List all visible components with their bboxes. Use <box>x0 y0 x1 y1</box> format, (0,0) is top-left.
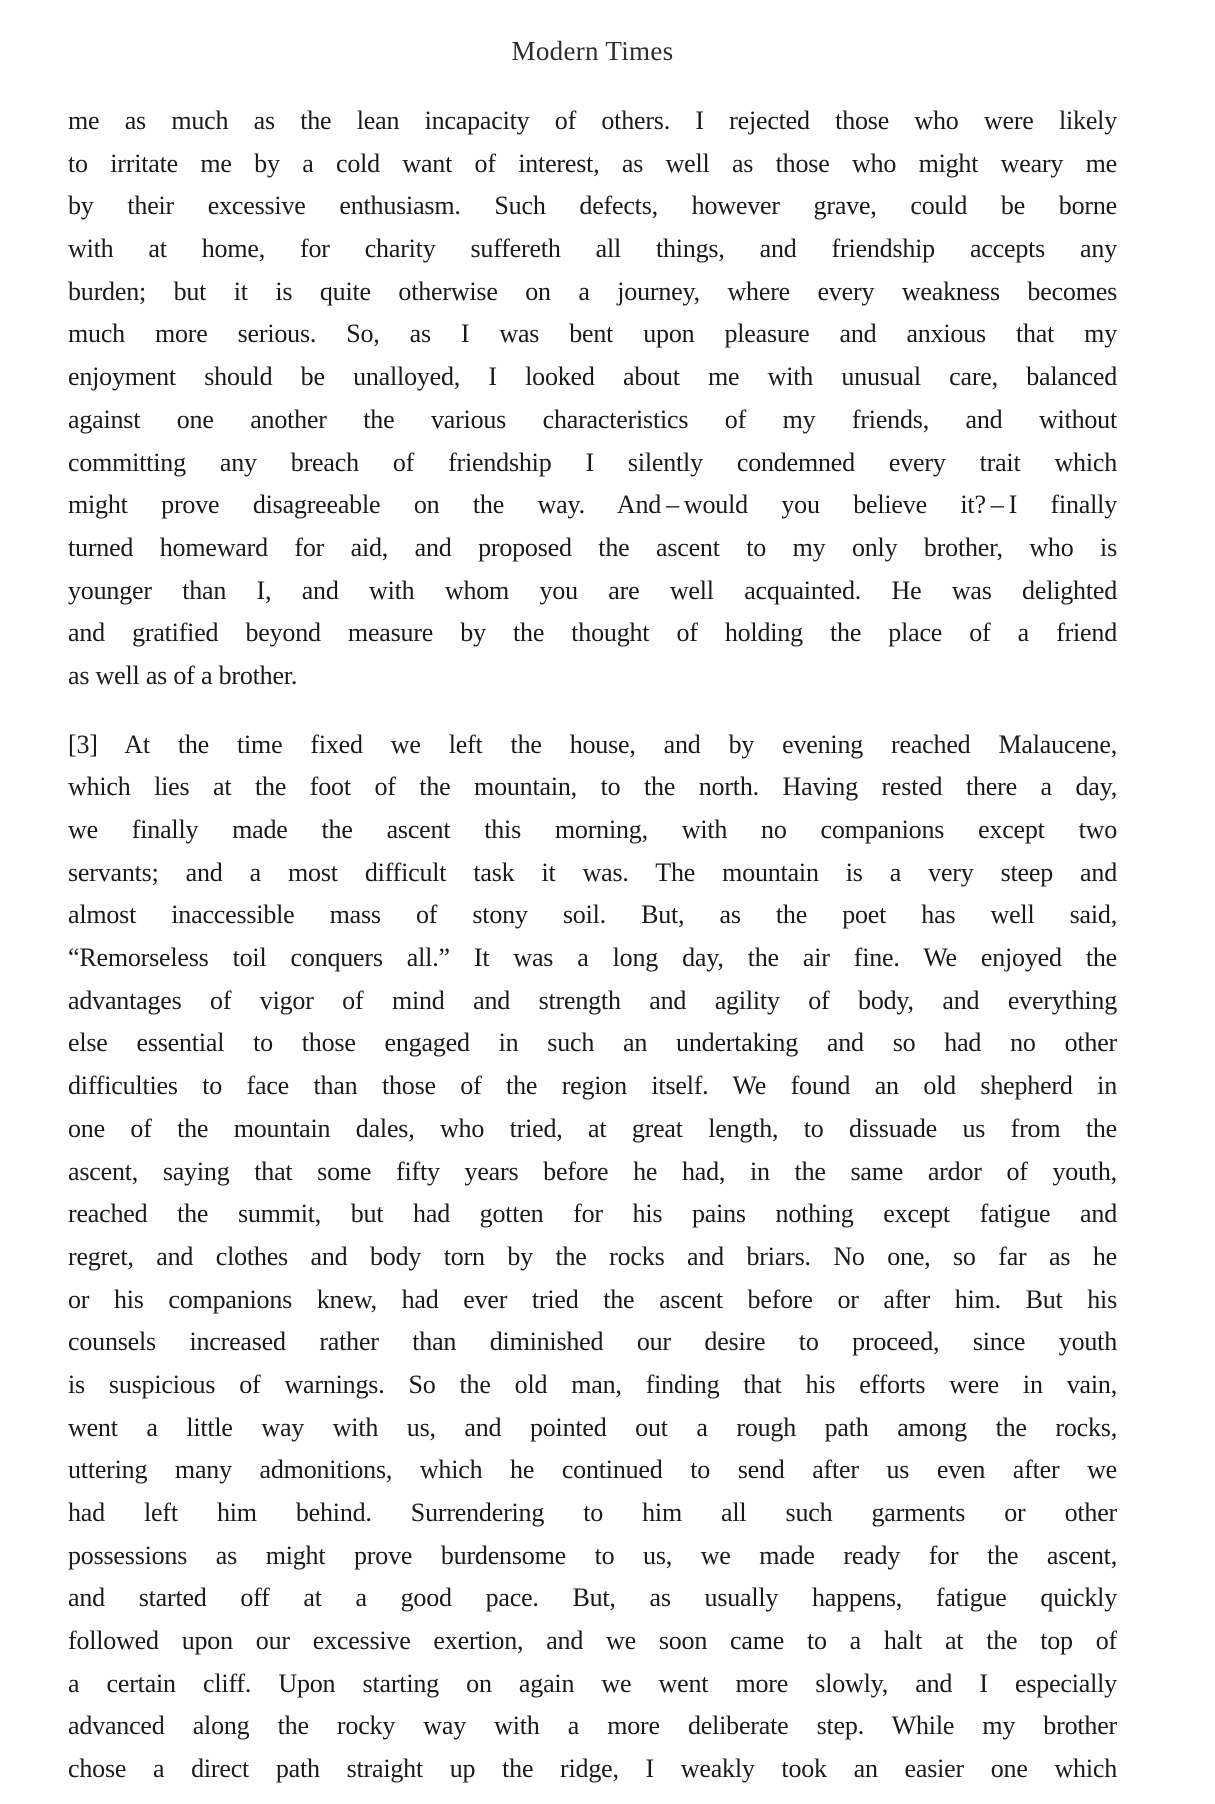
text-line: younger than I, and with whom you are well acquainted. He was delighted <box>68 575 1117 605</box>
text-line: or his companions knew, had ever tried the ascent before or after him. But his <box>68 1284 1117 1314</box>
running-header: Modern Times <box>511 36 674 66</box>
text-line: followed upon our excessive exertion, and we soon came to a halt at the top of <box>68 1626 1117 1656</box>
text-line: servants; and a most difficult task it was. The mountain is a very steep and <box>68 857 1117 887</box>
text-line: which lies at the foot of the mountain, to the north. Having rested there a day, <box>68 772 1117 802</box>
text-line: difficulties to face than those of the region itself. We found an old shepherd in <box>68 1071 1117 1101</box>
text-line: possessions as might prove burdensome to us, we made ready for the ascent, <box>68 1540 1117 1570</box>
text-line: a certain cliff. Upon starting on again we went more slowly, and I especially <box>68 1668 1117 1698</box>
text-line: advanced along the rocky way with a more deliberate step. While my brother <box>68 1711 1117 1741</box>
text-line: and gratified beyond measure by the thought of holding the place of a friend <box>68 618 1117 648</box>
text-line: turned homeward for aid, and proposed the ascent to my only brother, who is <box>68 532 1117 562</box>
text-line: to irritate me by a cold want of interest, as well as those who might weary me <box>68 148 1117 178</box>
text-line: me as much as the lean incapacity of others. I rejected those who were likely <box>68 106 1117 135</box>
text-line: much more serious. So, as I was bent upon pleasure and anxious that my <box>68 319 1117 349</box>
text-line: chose a direct path straight up the ridge, I weakly took an easier one which <box>68 1754 1117 1784</box>
text-line: might prove disagreeable on the way. And – would you believe it? – I finally <box>68 490 1117 520</box>
text-line: with at home, for charity suffereth all things, and friendship accepts any <box>68 234 1117 264</box>
text-line: enjoyment should be unalloyed, I looked about me with unusual care, balanced <box>68 362 1117 392</box>
text-line: committing any breach of friendship I silently condemned every trait which <box>68 447 1117 477</box>
text-line: [3] At the time fixed we left the house, and by evening reached Malaucene, <box>68 729 1117 759</box>
text-line: went a little way with us, and pointed out a rough path among the rocks, <box>68 1412 1117 1442</box>
text-line: as well as of a brother. <box>68 660 298 690</box>
text-line: one of the mountain dales, who tried, at great length, to dissuade us from the <box>68 1113 1117 1143</box>
text-line: counsels increased rather than diminished our desire to proceed, since youth <box>68 1327 1117 1357</box>
text-line: ascent, saying that some fifty years before he had, in the same ardor of youth, <box>68 1156 1117 1186</box>
paragraph <box>68 100 1117 698</box>
text-line: advantages of vigor of mind and strength and agility of body, and everything <box>68 985 1117 1015</box>
text-line: almost inaccessible mass of stony soil. But, as the poet has well said, <box>68 900 1117 930</box>
text-line: burden; but it is quite otherwise on a journey, where every weakness becomes <box>68 276 1117 306</box>
body-text <box>68 100 1117 1791</box>
text-line: is suspicious of warnings. So the old man, finding that his efforts were in vain, <box>68 1369 1117 1399</box>
text-line: by their excessive enthusiasm. Such defects, however grave, could be borne <box>68 191 1117 221</box>
text-line: regret, and clothes and body torn by the rocks and briars. No one, so far as he <box>68 1241 1117 1271</box>
text-line: “Remorseless toil conquers all.” It was a long day, the air fine. We enjoyed the <box>68 943 1117 973</box>
text-line: and started off at a good pace. But, as usually happens, fatigue quickly <box>68 1583 1117 1613</box>
text-line: reached the summit, but had gotten for his pains nothing except fatigue and <box>68 1199 1117 1229</box>
text-line: uttering many admonitions, which he continued to send after us even after we <box>68 1455 1117 1485</box>
text-line: had left him behind. Surrendering to him all such garments or other <box>68 1498 1117 1527</box>
paragraph <box>68 724 1117 1791</box>
text-line: against one another the various characteristics of my friends, and without <box>68 404 1117 434</box>
text-line: else essential to those engaged in such an undertaking and so had no other <box>68 1028 1117 1058</box>
text-line: we finally made the ascent this morning, with no companions except two <box>68 815 1117 844</box>
